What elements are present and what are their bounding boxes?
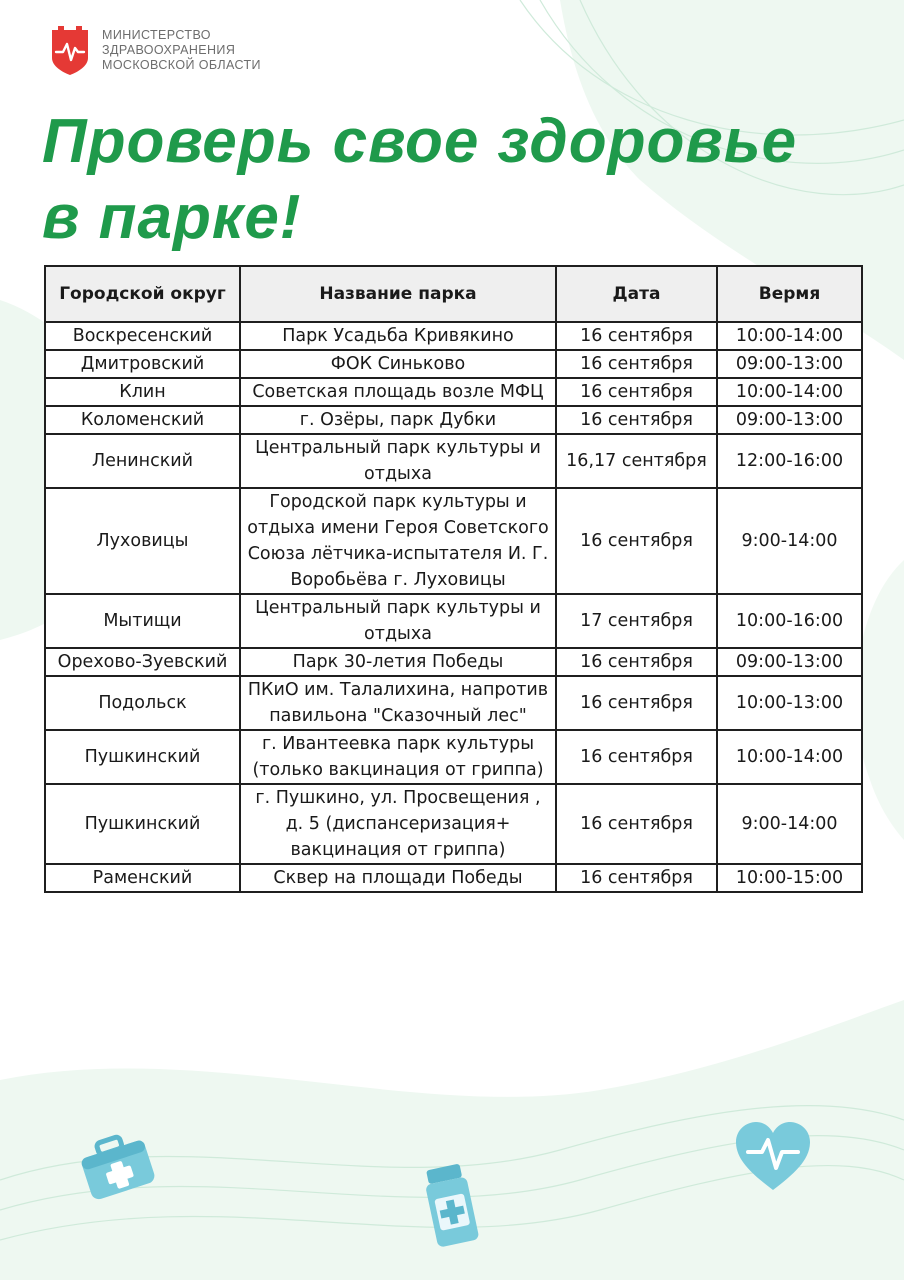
table-row	[45, 594, 862, 648]
table-row	[45, 488, 862, 594]
district-cell: Орехово-Зуевский	[45, 648, 240, 676]
park-cell: Парк 30-летия Победы	[240, 648, 556, 676]
page-title	[42, 104, 797, 256]
date-cell: 16,17 сентября	[556, 434, 717, 488]
table-row	[45, 406, 862, 434]
district-cell: Подольск	[45, 676, 240, 730]
time-cell: 10:00-14:00	[717, 378, 862, 406]
table-row	[45, 784, 862, 864]
ministry-line-2: ЗДРАВООХРАНЕНИЯ	[102, 42, 236, 57]
district-cell: Раменский	[45, 864, 240, 892]
time-cell: 09:00-13:00	[717, 350, 862, 378]
column-header-time: Вермя	[717, 266, 862, 322]
ministry-header	[48, 24, 261, 76]
park-cell: Парк Усадьба Кривякино	[240, 322, 556, 350]
time-cell: 09:00-13:00	[717, 406, 862, 434]
ministry-logo-icon	[48, 24, 92, 76]
date-cell: 16 сентября	[556, 676, 717, 730]
date-cell: 16 сентября	[556, 784, 717, 864]
ministry-line-1: МИНИСТЕРСТВО	[102, 27, 211, 42]
district-cell: Луховицы	[45, 488, 240, 594]
park-cell: Сквер на площади Победы	[240, 864, 556, 892]
schedule-table	[44, 265, 863, 893]
time-cell: 10:00-13:00	[717, 676, 862, 730]
table-row	[45, 322, 862, 350]
park-cell: ПКиО им. Талалихина, напротив павильона "Сказочный лес"	[240, 676, 556, 730]
table-row	[45, 648, 862, 676]
park-cell: г. Ивантеевка парк культуры (только вакцинация от гриппа)	[240, 730, 556, 784]
table-row	[45, 434, 862, 488]
district-cell: Дмитровский	[45, 350, 240, 378]
time-cell: 12:00-16:00	[717, 434, 862, 488]
column-header-date: Дата	[556, 266, 717, 322]
time-cell: 9:00-14:00	[717, 784, 862, 864]
time-cell: 9:00-14:00	[717, 488, 862, 594]
park-cell: Городской парк культуры и отдыха имени Героя Советского Союза лётчика-испытателя И. Г. Воробьёва г. Луховицы	[240, 488, 556, 594]
district-cell: Пушкинский	[45, 730, 240, 784]
district-cell: Коломенский	[45, 406, 240, 434]
time-cell: 10:00-14:00	[717, 730, 862, 784]
district-cell: Клин	[45, 378, 240, 406]
ministry-line-3: МОСКОВСКОЙ ОБЛАСТИ	[102, 57, 261, 72]
district-cell: Воскресенский	[45, 322, 240, 350]
date-cell: 16 сентября	[556, 864, 717, 892]
time-cell: 09:00-13:00	[717, 648, 862, 676]
district-cell: Ленинский	[45, 434, 240, 488]
time-cell: 10:00-14:00	[717, 322, 862, 350]
park-cell: Центральный парк культуры и отдыха	[240, 594, 556, 648]
park-cell: Советская площадь возле МФЦ	[240, 378, 556, 406]
park-cell: г. Пушкино, ул. Просвещения , д. 5 (диспансеризация+ вакцинация от гриппа)	[240, 784, 556, 864]
park-cell: г. Озёры, парк Дубки	[240, 406, 556, 434]
district-cell: Мытищи	[45, 594, 240, 648]
date-cell: 16 сентября	[556, 648, 717, 676]
district-cell: Пушкинский	[45, 784, 240, 864]
date-cell: 17 сентября	[556, 594, 717, 648]
medical-case-icon	[76, 1128, 160, 1204]
table-row	[45, 676, 862, 730]
park-cell: ФОК Синьково	[240, 350, 556, 378]
table-row	[45, 730, 862, 784]
table-row	[45, 864, 862, 892]
ministry-name	[102, 28, 261, 73]
column-header-park: Название парка	[240, 266, 556, 322]
pill-bottle-icon	[416, 1160, 488, 1252]
date-cell: 16 сентября	[556, 350, 717, 378]
table-row	[45, 378, 862, 406]
column-header-district: Городской округ	[45, 266, 240, 322]
date-cell: 16 сентября	[556, 322, 717, 350]
date-cell: 16 сентября	[556, 488, 717, 594]
time-cell: 10:00-15:00	[717, 864, 862, 892]
date-cell: 16 сентября	[556, 378, 717, 406]
page-title-line-2: в парке!	[42, 183, 302, 252]
table-row	[45, 350, 862, 378]
date-cell: 16 сентября	[556, 730, 717, 784]
park-cell: Центральный парк культуры и отдыха	[240, 434, 556, 488]
date-cell: 16 сентября	[556, 406, 717, 434]
time-cell: 10:00-16:00	[717, 594, 862, 648]
page-title-line-1: Проверь свое здоровье	[42, 107, 798, 176]
heart-icon	[732, 1118, 814, 1194]
table-header-row	[45, 266, 862, 322]
